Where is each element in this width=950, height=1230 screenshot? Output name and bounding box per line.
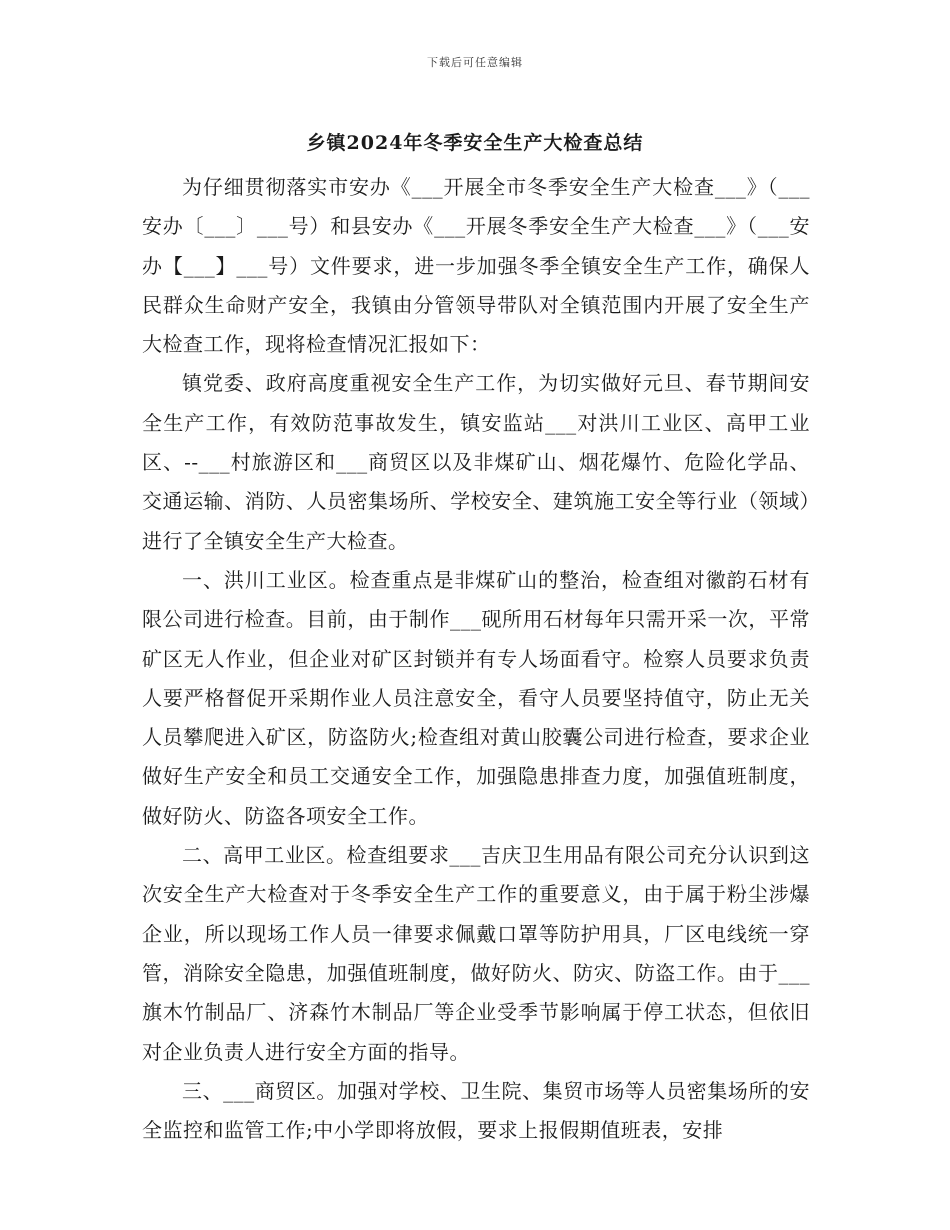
header-note: 下载后可任意编辑 [427,56,523,69]
document-body [142,168,810,1150]
document-title: 乡镇2024年冬季安全生产大检查总结 [306,132,644,154]
paragraph-section-2: 二、高甲工业区。检查组要求___吉庆卫生用品有限公司充分认识到这次安全生产大检查对于冬季安全生产工作的重要意义，由于属于粉尘涉爆企业，所以现场工作人员一律要求佩戴口罩等防护用具，厂区电线统一穿管，消除安全隐患，加强值班制度，做好防火、防灾、防盗工作。由于___旗木竹制品厂、济森竹木制品厂等企业受季节影响属于停工状态，但依旧对企业负责人进行安全方面的指导。 [142,843,810,1064]
paragraph-section-3: 三、___商贸区。加强对学校、卫生院、集贸市场等人员密集场所的安全监控和监管工作;中小学即将放假，要求上报假期值班表，安排 [142,1078,810,1143]
paragraph-section-1: 一、洪川工业区。检查重点是非煤矿山的整治，检查组对徽韵石材有限公司进行检查。目前，由于制作___砚所用石材每年只需开采一次，平常矿区无人作业，但企业对矿区封锁并有专人场面看守。检察人员要求负责人要严格督促开采期作业人员注意安全，看守人员要坚持值守，防止无关人员攀爬进入矿区，防盗防火;检查组对黄山胶囊公司进行检查，要求企业做好生产安全和员工交通安全工作，加强隐患排查力度，加强值班制度，做好防火、防盗各项安全工作。 [142,567,810,828]
paragraph-overview: 镇党委、政府高度重视安全生产工作，为切实做好元旦、春节期间安全生产工作，有效防范事故发生，镇安监站___对洪川工业区、高甲工业区、--___村旅游区和___商贸区以及非煤矿山、烟花爆竹、危险化学品、交通运输、消防、人员密集场所、学校安全、建筑施工安全等行业（领域）进行了全镇安全生产大检查。 [142,371,810,553]
paragraph-intro: 为仔细贯彻落实市安办《___开展全市冬季安全生产大检查___》（___安办〔___〕___号）和县安办《___开展冬季安全生产大检查___》（___安办【___】___号）文件要求，进一步加强冬季全镇安全生产工作，确保人民群众生命财产安全，我镇由分管领导带队对全镇范围内开展了安全生产大检查工作，现将检查情况汇报如下： [142,175,810,357]
